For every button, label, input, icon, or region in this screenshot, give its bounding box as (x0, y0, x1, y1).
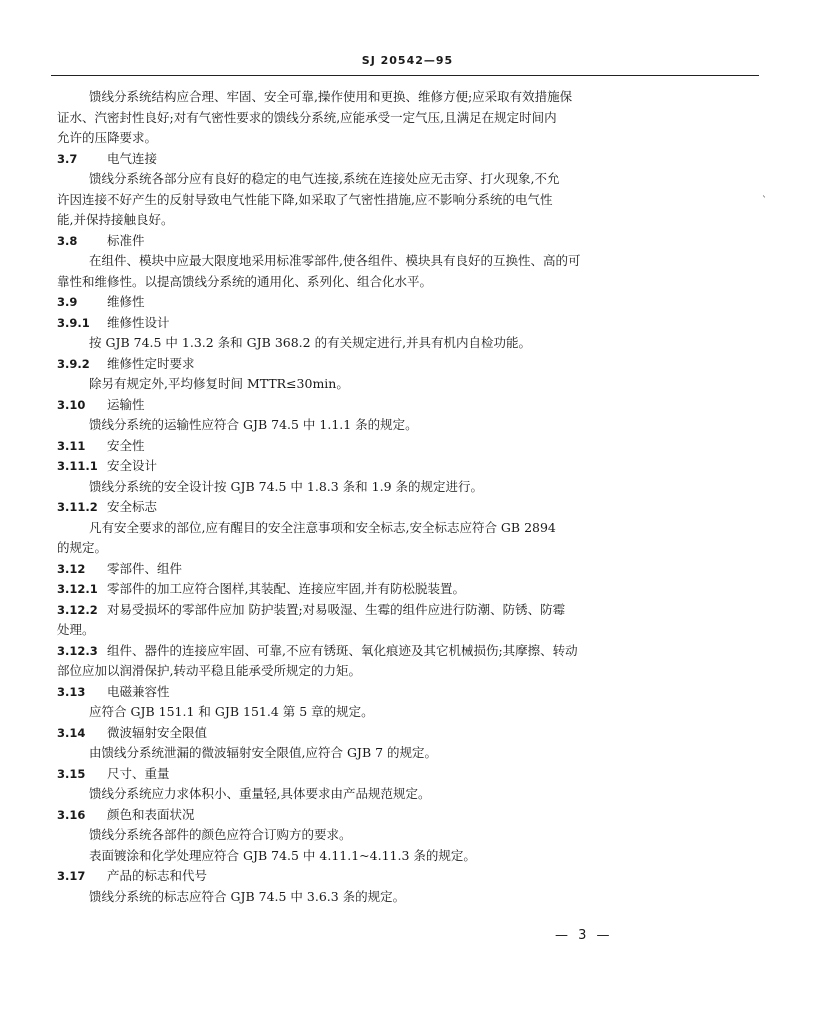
paragraph-line: 凡有安全要求的部位,应有醒目的安全注意事项和安全标志,安全标志应符合 GB 2894 (89, 519, 556, 535)
paragraph-line: 除另有规定外,平均修复时间 MTTR≤30min。 (89, 376, 349, 391)
paragraph-line: 允许的压降要求。 (57, 130, 158, 145)
paragraph-line: 的规定。 (57, 540, 108, 555)
section-title: 电磁兼容性 (107, 683, 170, 699)
paragraph-line: 馈线分系统各部件的颜色应符合订购方的要求。 (89, 827, 352, 842)
clause-line (57, 600, 757, 621)
section-heading (57, 682, 757, 703)
scan-mark: ˋ (762, 196, 767, 207)
section-heading (57, 354, 757, 375)
clause-line (57, 579, 757, 600)
section-number: 3.16 (57, 807, 86, 822)
section-number: 3.12.1 (57, 582, 98, 596)
paragraph-line: 馈线分系统应力求体积小、重量轻,具体要求由产品规范规定。 (89, 786, 431, 801)
section-title: 标准件 (107, 232, 145, 248)
paragraph-line: 由馈线分系统泄漏的微波辐射安全限值,应符合 GJB 7 的规定。 (89, 745, 438, 760)
section-heading (57, 292, 757, 313)
paragraph-line: 按 GJB 74.5 中 1.3.2 条和 GJB 368.2 的有关规定进行,并具有机内自检功能。 (89, 335, 532, 350)
paragraph-line: 证水、汽密封性良好;对有气密性要求的馈线分系统,应能承受一定气压,且满足在规定时间内 (57, 109, 557, 125)
section-number: 3.12.3 (57, 643, 98, 658)
section-number: 3.17 (57, 869, 86, 883)
section-heading (57, 313, 757, 334)
paragraph-line: 部位应加以润滑保护,转动平稳且能承受所规定的力矩。 (57, 663, 361, 678)
paragraph-line: 馈线分系统的运输性应符合 GJB 74.5 中 1.1.1 条的规定。 (89, 417, 418, 432)
section-title: 颜色和表面状况 (107, 806, 195, 822)
paragraph-line: 能,并保持接触良好。 (57, 212, 174, 227)
section-number: 3.13 (57, 684, 86, 699)
section-title: 微波辐射安全限值 (107, 724, 208, 740)
section-title: 安全标志 (107, 499, 158, 514)
section-heading (57, 866, 757, 887)
section-number: 3.7 (57, 151, 78, 166)
section-number: 3.10 (57, 397, 86, 412)
paragraph-line: 馈线分系统的安全设计按 GJB 74.5 中 1.8.3 条和 1.9 条的规定进行。 (89, 478, 484, 494)
section-number: 3.12.2 (57, 602, 98, 617)
section-title: 维修性设计 (107, 314, 170, 330)
section-heading (57, 723, 757, 744)
paragraph-line: 处理。 (57, 622, 95, 637)
document-code-header: SJ 20542—95 (361, 54, 454, 67)
section-heading (57, 456, 757, 477)
paragraph-line: 馈线分系统各部分应有良好的稳定的电气连接,系统在连接处应无击穿、打火现象,不允 (89, 171, 560, 186)
section-title: 安全性 (107, 437, 145, 453)
section-title: 产品的标志和代号 (107, 868, 208, 883)
paragraph-line: 应符合 GJB 151.1 和 GJB 151.4 第 5 章的规定。 (89, 704, 374, 719)
section-number: 3.9.1 (57, 315, 90, 330)
section-heading (57, 764, 757, 785)
section-heading (57, 231, 757, 252)
clause-text: 零部件的加工应符合图样,其装配、连接应牢固,并有防松脱装置。 (107, 581, 465, 596)
paragraph-line: 许因连接不好产生的反射导致电气性能下降,如采取了气密性措施,应不影响分系统的电气性 (57, 191, 553, 207)
header-rule (51, 75, 759, 76)
section-number: 3.11.1 (57, 459, 98, 473)
section-title: 尺寸、重量 (107, 765, 170, 781)
section-heading (57, 436, 757, 457)
section-number: 3.9.2 (57, 356, 90, 371)
paragraph-line: 靠性和维修性。以提高馈线分系统的通用化、系列化、组合化水平。 (57, 273, 433, 289)
section-number: 3.8 (57, 233, 78, 248)
section-number: 3.14 (57, 725, 86, 740)
section-number: 3.12 (57, 561, 86, 576)
section-heading (57, 149, 757, 170)
section-heading (57, 497, 757, 518)
section-number: 3.9 (57, 295, 78, 309)
clause-text: 对易受损坏的零部件应加 防护装置;对易吸湿、生霉的组件应进行防潮、防锈、防霉 (107, 601, 566, 617)
section-title: 安全设计 (107, 458, 158, 473)
section-title: 电气连接 (107, 150, 158, 166)
paragraph-line: 馈线分系统的标志应符合 GJB 74.5 中 3.6.3 条的规定。 (89, 888, 406, 904)
section-heading (57, 395, 757, 416)
section-heading (57, 559, 757, 580)
paragraph-line: 馈线分系统结构应合理、牢固、安全可靠,操作使用和更换、维修方便;应采取有效措施保 (89, 89, 573, 104)
page-number: — 3 — (555, 928, 613, 943)
section-number: 3.15 (57, 766, 86, 781)
clause-text: 组件、器件的连接应牢固、可靠,不应有锈斑、氧化痕迹及其它机械损伤;其摩擦、转动 (107, 642, 578, 658)
section-title: 维修性 (107, 294, 145, 309)
clause-line (57, 641, 757, 662)
paragraph-line: 在组件、模块中应最大限度地采用标准零部件,使各组件、模块具有良好的互换性、高的可 (89, 253, 581, 268)
section-heading (57, 805, 757, 826)
section-title: 维修性定时要求 (107, 355, 195, 371)
section-title: 零部件、组件 (107, 560, 183, 576)
section-number: 3.11 (57, 438, 86, 453)
section-number: 3.11.2 (57, 500, 98, 514)
paragraph-line: 表面镀涂和化学处理应符合 GJB 74.5 中 4.11.1~4.11.3 条的规定。 (89, 847, 476, 863)
section-title: 运输性 (107, 396, 145, 412)
document-body (57, 87, 757, 907)
